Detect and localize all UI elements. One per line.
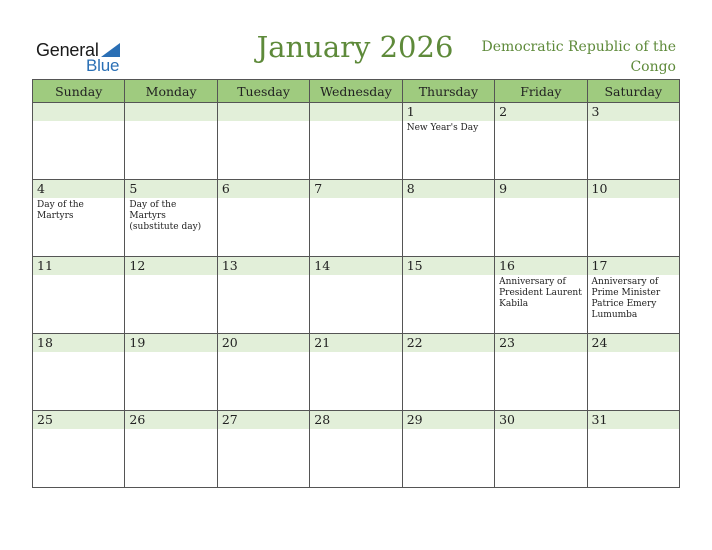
holiday-label (310, 352, 401, 354)
country-name: Democratic Republic of the Congo (481, 39, 676, 75)
day-number: 4 (33, 180, 124, 198)
day-number: 22 (403, 334, 494, 352)
day-number: 5 (125, 180, 216, 198)
holiday-label (125, 275, 216, 277)
day-cell (217, 103, 309, 180)
day-number: 30 (495, 411, 586, 429)
day-cell (495, 180, 587, 257)
day-cell (125, 180, 217, 257)
holiday-label (495, 121, 586, 123)
day-cell (310, 334, 402, 411)
generalblue-logo (36, 38, 136, 74)
day-cell (587, 257, 679, 334)
week-row (33, 180, 680, 257)
day-number: 7 (310, 180, 401, 198)
day-number: 24 (588, 334, 679, 352)
day-cell (310, 103, 402, 180)
day-cell (310, 411, 402, 488)
day-number: 27 (218, 411, 309, 429)
holiday-label (218, 429, 309, 431)
day-cell (587, 103, 679, 180)
month-calendar (32, 79, 680, 488)
weekday-header: Monday (125, 80, 217, 103)
day-number: 29 (403, 411, 494, 429)
holiday-label (33, 352, 124, 354)
day-cell (310, 180, 402, 257)
day-number: 18 (33, 334, 124, 352)
day-cell (33, 411, 125, 488)
day-cell (33, 257, 125, 334)
holiday-label (588, 121, 679, 123)
day-number: 21 (310, 334, 401, 352)
day-number: 31 (588, 411, 679, 429)
day-cell (125, 334, 217, 411)
logo-general-text: General (36, 40, 99, 60)
day-number: 23 (495, 334, 586, 352)
day-cell (402, 411, 494, 488)
holiday-label (495, 429, 586, 431)
day-cell (33, 334, 125, 411)
day-number: 14 (310, 257, 401, 275)
day-number: 12 (125, 257, 216, 275)
holiday-label (310, 121, 401, 123)
day-number: 8 (403, 180, 494, 198)
day-number: 16 (495, 257, 586, 275)
holiday-label (588, 429, 679, 431)
week-row (33, 334, 680, 411)
day-cell (495, 257, 587, 334)
holiday-label (33, 429, 124, 431)
holiday-label (588, 352, 679, 354)
day-number: 28 (310, 411, 401, 429)
holiday-label: New Year's Day (406, 123, 479, 133)
day-cell (217, 334, 309, 411)
day-cell (217, 180, 309, 257)
holiday-label (495, 352, 586, 354)
day-cell (217, 257, 309, 334)
day-cell (587, 411, 679, 488)
day-number: 17 (588, 257, 679, 275)
holiday-label (218, 121, 309, 123)
day-number: 1 (403, 103, 494, 121)
day-cell (495, 103, 587, 180)
holiday-label (310, 429, 401, 431)
day-cell (402, 103, 494, 180)
day-number: 10 (588, 180, 679, 198)
day-cell (33, 180, 125, 257)
holiday-label (310, 275, 401, 277)
holiday-label: Day of the Martyrs (substitute day) (129, 200, 202, 232)
weekday-header-row (33, 80, 680, 103)
day-cell (402, 334, 494, 411)
day-cell (125, 103, 217, 180)
day-number: 13 (218, 257, 309, 275)
day-number (33, 103, 124, 121)
day-number: 20 (218, 334, 309, 352)
holiday-label (403, 352, 494, 354)
week-row (33, 411, 680, 488)
holiday-label: Anniversary of President Laurent Kabila (499, 277, 582, 309)
holiday-label (588, 198, 679, 200)
day-cell (33, 103, 125, 180)
day-cell (402, 257, 494, 334)
logo-blue-text: Blue (86, 56, 120, 75)
day-cell (217, 411, 309, 488)
holiday-label (125, 121, 216, 123)
day-number: 26 (125, 411, 216, 429)
day-cell (587, 180, 679, 257)
day-number: 15 (403, 257, 494, 275)
day-number: 3 (588, 103, 679, 121)
holiday-label (310, 198, 401, 200)
day-number: 9 (495, 180, 586, 198)
day-number (310, 103, 401, 121)
day-cell (495, 411, 587, 488)
day-number: 19 (125, 334, 216, 352)
holiday-label (403, 198, 494, 200)
holiday-label (33, 121, 124, 123)
weekday-header: Thursday (402, 80, 494, 103)
holiday-label (218, 198, 309, 200)
holiday-label (403, 275, 494, 277)
day-cell (125, 411, 217, 488)
day-number: 25 (33, 411, 124, 429)
weekday-header: Saturday (587, 80, 679, 103)
weekday-header: Sunday (33, 80, 125, 103)
day-cell (125, 257, 217, 334)
weekday-header: Wednesday (310, 80, 402, 103)
holiday-label (218, 275, 309, 277)
holiday-label (33, 275, 124, 277)
day-cell (587, 334, 679, 411)
holiday-label (495, 198, 586, 200)
day-cell (310, 257, 402, 334)
holiday-label (125, 352, 216, 354)
holiday-label: Anniversary of Prime Minister Patrice Emery Lumumba (591, 277, 661, 320)
day-number: 2 (495, 103, 586, 121)
holiday-label (125, 429, 216, 431)
calendar-title: January 2026 (256, 30, 454, 64)
day-number: 6 (218, 180, 309, 198)
day-cell (495, 334, 587, 411)
holiday-label: Day of the Martyrs (37, 200, 84, 221)
weekday-header: Tuesday (217, 80, 309, 103)
day-number: 11 (33, 257, 124, 275)
day-cell (402, 180, 494, 257)
day-number (218, 103, 309, 121)
weekday-header: Friday (495, 80, 587, 103)
week-row (33, 103, 680, 180)
holiday-label (218, 352, 309, 354)
week-row (33, 257, 680, 334)
day-number (125, 103, 216, 121)
holiday-label (403, 429, 494, 431)
